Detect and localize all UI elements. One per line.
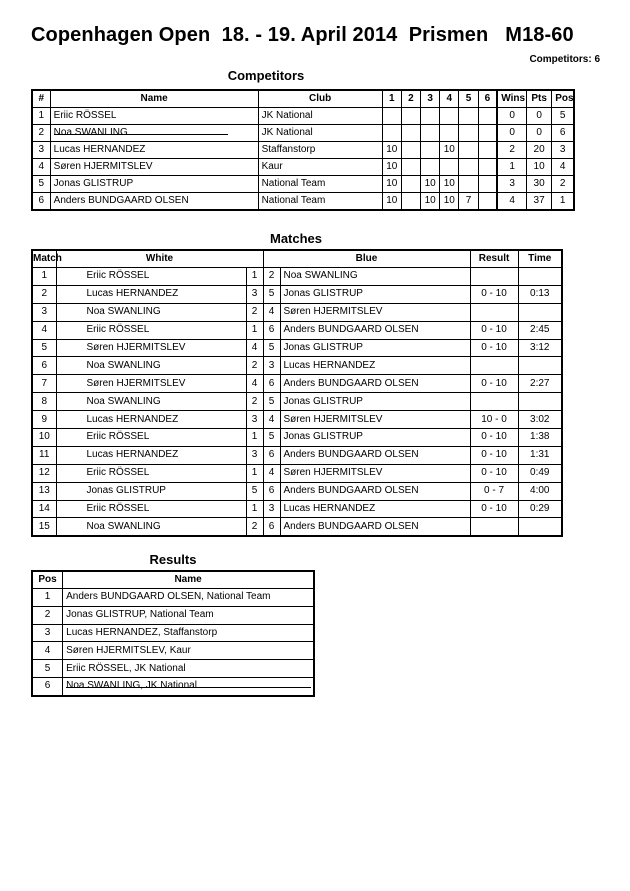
match-white-number: 1	[246, 268, 263, 286]
match-result	[470, 393, 518, 411]
match-blue-name: Jonas GLISTRUP	[280, 393, 470, 411]
competitor-name: Noa SWANLING	[50, 125, 258, 142]
match-result: 0 - 10	[470, 429, 518, 447]
match-white-name: Noa SWANLING	[56, 518, 246, 536]
match-time: 1:31	[518, 446, 562, 464]
match-row	[32, 464, 562, 482]
match-blue-name: Søren HJERMITSLEV	[280, 464, 470, 482]
matches-section-title: Matches	[269, 231, 323, 246]
competitor-score-vs-5	[459, 142, 478, 159]
col-opp-2: 2	[401, 90, 420, 108]
competitor-score-vs-2	[401, 176, 420, 193]
match-blue-name: Søren HJERMITSLEV	[280, 411, 470, 429]
col-result: Result	[470, 250, 518, 268]
competitors-table	[31, 89, 575, 211]
match-number: 11	[32, 446, 56, 464]
match-row	[32, 411, 562, 429]
competitor-score-vs-2	[401, 193, 420, 211]
col-blue: Blue	[263, 250, 470, 268]
competitor-score-vs-2	[401, 108, 420, 125]
match-row	[32, 429, 562, 447]
match-row	[32, 321, 562, 339]
match-white-number: 2	[246, 357, 263, 375]
competitor-score-vs-1: 10	[382, 176, 401, 193]
match-blue-number: 6	[263, 375, 280, 393]
match-white-number: 3	[246, 285, 263, 303]
col-opp-5: 5	[459, 90, 478, 108]
match-number: 14	[32, 500, 56, 518]
competitor-club: Staffanstorp	[258, 142, 382, 159]
match-result: 0 - 10	[470, 339, 518, 357]
competitor-score-vs-6	[478, 159, 497, 176]
match-white-number: 1	[246, 464, 263, 482]
match-white-name: Jonas GLISTRUP	[56, 482, 246, 500]
match-time: 0:29	[518, 500, 562, 518]
match-time	[518, 268, 562, 286]
col-wins: Wins	[497, 90, 526, 108]
competitor-club: JK National	[258, 125, 382, 142]
competitor-score-vs-6	[478, 176, 497, 193]
match-white-number: 1	[246, 429, 263, 447]
result-position: 3	[32, 624, 63, 642]
result-position: 1	[32, 589, 63, 607]
page-title: Copenhagen Open 18. - 19. April 2014 Prismen M18-60	[31, 24, 574, 46]
match-blue-number: 6	[263, 446, 280, 464]
result-name: Jonas GLISTRUP, National Team	[63, 606, 314, 624]
col-club: Club	[258, 90, 382, 108]
result-name: Lucas HERNANDEZ, Staffanstorp	[63, 624, 314, 642]
competitor-points: 37	[527, 193, 552, 211]
competitor-score-vs-1: 10	[382, 159, 401, 176]
match-number: 2	[32, 285, 56, 303]
match-blue-name: Lucas HERNANDEZ	[280, 500, 470, 518]
competitor-score-vs-3: 10	[421, 176, 440, 193]
competitor-score-vs-2	[401, 125, 420, 142]
competitor-number: 4	[32, 159, 50, 176]
competitor-score-vs-4: 10	[440, 176, 459, 193]
result-name: Noa SWANLING, JK National	[63, 677, 314, 695]
result-row	[32, 606, 314, 624]
results-section-title: Results	[149, 552, 197, 567]
match-blue-name: Jonas GLISTRUP	[280, 339, 470, 357]
match-blue-number: 5	[263, 393, 280, 411]
match-number: 10	[32, 429, 56, 447]
match-white-name: Noa SWANLING	[56, 357, 246, 375]
competitor-score-vs-5: 7	[459, 193, 478, 211]
competitor-wins: 0	[497, 108, 526, 125]
competitor-number: 1	[32, 108, 50, 125]
competitor-score-vs-6	[478, 125, 497, 142]
match-blue-name: Anders BUNDGAARD OLSEN	[280, 375, 470, 393]
match-number: 1	[32, 268, 56, 286]
col-time: Time	[518, 250, 562, 268]
match-white-number: 2	[246, 303, 263, 321]
match-row	[32, 268, 562, 286]
match-time: 3:12	[518, 339, 562, 357]
matches-header-row	[32, 250, 562, 268]
competitor-score-vs-5	[459, 125, 478, 142]
competitor-points: 10	[527, 159, 552, 176]
competitor-name: Jonas GLISTRUP	[50, 176, 258, 193]
match-time: 0:13	[518, 285, 562, 303]
competitor-points: 0	[527, 125, 552, 142]
match-result	[470, 268, 518, 286]
competitor-score-vs-3: 10	[421, 193, 440, 211]
competitor-score-vs-1: 10	[382, 193, 401, 211]
match-row	[32, 482, 562, 500]
match-result: 0 - 10	[470, 446, 518, 464]
competitors-section-title: Competitors	[227, 68, 305, 83]
competitor-name: Lucas HERNANDEZ	[50, 142, 258, 159]
competitor-score-vs-2	[401, 159, 420, 176]
competitor-number: 6	[32, 193, 50, 211]
match-result	[470, 518, 518, 536]
match-result: 0 - 10	[470, 500, 518, 518]
match-result	[470, 357, 518, 375]
match-number: 15	[32, 518, 56, 536]
match-white-name: Eriic RÖSSEL	[56, 464, 246, 482]
col-opp-6: 6	[478, 90, 497, 108]
match-time	[518, 357, 562, 375]
match-white-number: 4	[246, 339, 263, 357]
match-white-number: 2	[246, 393, 263, 411]
competitor-wins: 4	[497, 193, 526, 211]
match-number: 5	[32, 339, 56, 357]
match-blue-name: Jonas GLISTRUP	[280, 285, 470, 303]
match-time: 1:38	[518, 429, 562, 447]
match-white-number: 1	[246, 500, 263, 518]
match-number: 4	[32, 321, 56, 339]
match-blue-number: 6	[263, 482, 280, 500]
match-number: 12	[32, 464, 56, 482]
competitors-header-row	[32, 90, 574, 108]
competitor-number: 5	[32, 176, 50, 193]
match-blue-number: 3	[263, 500, 280, 518]
match-white-name: Lucas HERNANDEZ	[56, 285, 246, 303]
match-blue-number: 3	[263, 357, 280, 375]
match-blue-name: Søren HJERMITSLEV	[280, 303, 470, 321]
competitor-position: 6	[552, 125, 574, 142]
result-name: Søren HJERMITSLEV, Kaur	[63, 642, 314, 660]
competitor-score-vs-5	[459, 159, 478, 176]
match-white-name: Søren HJERMITSLEV	[56, 375, 246, 393]
col-pos: Pos	[552, 90, 574, 108]
competitor-points: 20	[527, 142, 552, 159]
match-white-number: 3	[246, 446, 263, 464]
result-position: 2	[32, 606, 63, 624]
match-blue-name: Lucas HERNANDEZ	[280, 357, 470, 375]
match-result: 0 - 10	[470, 285, 518, 303]
match-white-name: Søren HJERMITSLEV	[56, 339, 246, 357]
result-row	[32, 589, 314, 607]
competitor-position: 5	[552, 108, 574, 125]
match-white-name: Noa SWANLING	[56, 393, 246, 411]
results-header-row	[32, 571, 314, 589]
match-blue-number: 6	[263, 321, 280, 339]
match-white-name: Eriic RÖSSEL	[56, 429, 246, 447]
match-number: 8	[32, 393, 56, 411]
match-row	[32, 285, 562, 303]
match-result: 0 - 10	[470, 464, 518, 482]
match-blue-name: Anders BUNDGAARD OLSEN	[280, 482, 470, 500]
match-time	[518, 303, 562, 321]
match-blue-name: Noa SWANLING	[280, 268, 470, 286]
competitor-club: National Team	[258, 176, 382, 193]
col-opp-3: 3	[421, 90, 440, 108]
competitor-score-vs-1	[382, 125, 401, 142]
match-row	[32, 393, 562, 411]
result-name: Eriic RÖSSEL, JK National	[63, 660, 314, 678]
match-number: 3	[32, 303, 56, 321]
match-row	[32, 500, 562, 518]
competitor-score-vs-4: 10	[440, 193, 459, 211]
match-number: 9	[32, 411, 56, 429]
competitor-points: 30	[527, 176, 552, 193]
competitor-row	[32, 193, 574, 211]
match-result: 10 - 0	[470, 411, 518, 429]
match-white-name: Eriic RÖSSEL	[56, 268, 246, 286]
matches-table	[31, 249, 563, 537]
competitor-score-vs-5	[459, 108, 478, 125]
competitor-club: National Team	[258, 193, 382, 211]
match-blue-name: Anders BUNDGAARD OLSEN	[280, 446, 470, 464]
match-white-name: Noa SWANLING	[56, 303, 246, 321]
match-blue-number: 6	[263, 518, 280, 536]
competitor-score-vs-6	[478, 193, 497, 211]
col-opp-1: 1	[382, 90, 401, 108]
competitor-position: 2	[552, 176, 574, 193]
match-time	[518, 518, 562, 536]
competitor-row	[32, 176, 574, 193]
match-blue-name: Jonas GLISTRUP	[280, 429, 470, 447]
competitor-wins: 2	[497, 142, 526, 159]
match-time: 2:45	[518, 321, 562, 339]
result-position: 4	[32, 642, 63, 660]
competitors-count: Competitors: 6	[529, 54, 600, 65]
competitor-club: Kaur	[258, 159, 382, 176]
match-white-name: Eriic RÖSSEL	[56, 321, 246, 339]
competitor-position: 4	[552, 159, 574, 176]
col-white: White	[56, 250, 263, 268]
competitor-score-vs-1	[382, 108, 401, 125]
result-row	[32, 677, 314, 695]
competitor-row	[32, 125, 574, 142]
match-blue-number: 5	[263, 339, 280, 357]
match-number: 7	[32, 375, 56, 393]
match-time: 4:00	[518, 482, 562, 500]
competitor-wins: 1	[497, 159, 526, 176]
col-result-pos: Pos	[32, 571, 63, 589]
col-pts: Pts	[527, 90, 552, 108]
match-white-name: Lucas HERNANDEZ	[56, 411, 246, 429]
result-position: 5	[32, 660, 63, 678]
competitor-club: JK National	[258, 108, 382, 125]
competitor-score-vs-4: 10	[440, 142, 459, 159]
match-row	[32, 303, 562, 321]
match-number: 6	[32, 357, 56, 375]
competitor-score-vs-4	[440, 125, 459, 142]
col-opp-4: 4	[440, 90, 459, 108]
result-row	[32, 624, 314, 642]
match-white-number: 4	[246, 375, 263, 393]
match-time: 0:49	[518, 464, 562, 482]
match-white-number: 2	[246, 518, 263, 536]
match-row	[32, 339, 562, 357]
result-position: 6	[32, 677, 63, 695]
match-white-number: 5	[246, 482, 263, 500]
match-blue-number: 5	[263, 285, 280, 303]
match-row	[32, 375, 562, 393]
result-name: Anders BUNDGAARD OLSEN, National Team	[63, 589, 314, 607]
match-row	[32, 357, 562, 375]
competitor-row	[32, 159, 574, 176]
competitor-number: 3	[32, 142, 50, 159]
competitor-position: 3	[552, 142, 574, 159]
match-number: 13	[32, 482, 56, 500]
competitor-name: Eriic RÖSSEL	[50, 108, 258, 125]
competitor-score-vs-2	[401, 142, 420, 159]
competitor-row	[32, 142, 574, 159]
competitor-score-vs-3	[421, 108, 440, 125]
results-table	[31, 570, 315, 697]
match-time: 2:27	[518, 375, 562, 393]
match-blue-name: Anders BUNDGAARD OLSEN	[280, 518, 470, 536]
result-row	[32, 660, 314, 678]
competitor-wins: 3	[497, 176, 526, 193]
col-number: #	[32, 90, 50, 108]
match-result: 0 - 10	[470, 321, 518, 339]
match-blue-name: Anders BUNDGAARD OLSEN	[280, 321, 470, 339]
competitor-score-vs-4	[440, 159, 459, 176]
match-time	[518, 393, 562, 411]
competitor-score-vs-3	[421, 142, 440, 159]
result-row	[32, 642, 314, 660]
competitor-position: 1	[552, 193, 574, 211]
match-white-number: 3	[246, 411, 263, 429]
competitor-score-vs-3	[421, 159, 440, 176]
match-time: 3:02	[518, 411, 562, 429]
competitor-name: Søren HJERMITSLEV	[50, 159, 258, 176]
competitor-number: 2	[32, 125, 50, 142]
match-blue-number: 4	[263, 464, 280, 482]
col-result-name: Name	[63, 571, 314, 589]
match-blue-number: 2	[263, 268, 280, 286]
match-blue-number: 4	[263, 303, 280, 321]
match-blue-number: 4	[263, 411, 280, 429]
competitor-score-vs-6	[478, 142, 497, 159]
col-name: Name	[50, 90, 258, 108]
col-match: Match	[32, 250, 56, 268]
match-blue-number: 5	[263, 429, 280, 447]
match-white-name: Eriic RÖSSEL	[56, 500, 246, 518]
match-row	[32, 446, 562, 464]
competitor-score-vs-5	[459, 176, 478, 193]
competitor-name: Anders BUNDGAARD OLSEN	[50, 193, 258, 211]
competitor-score-vs-3	[421, 125, 440, 142]
competitor-score-vs-6	[478, 108, 497, 125]
competitor-score-vs-1: 10	[382, 142, 401, 159]
competitor-score-vs-4	[440, 108, 459, 125]
match-result: 0 - 7	[470, 482, 518, 500]
match-result	[470, 303, 518, 321]
match-white-number: 1	[246, 321, 263, 339]
match-row	[32, 518, 562, 536]
competitor-points: 0	[527, 108, 552, 125]
match-result: 0 - 10	[470, 375, 518, 393]
match-white-name: Lucas HERNANDEZ	[56, 446, 246, 464]
competitor-row	[32, 108, 574, 125]
competitor-wins: 0	[497, 125, 526, 142]
